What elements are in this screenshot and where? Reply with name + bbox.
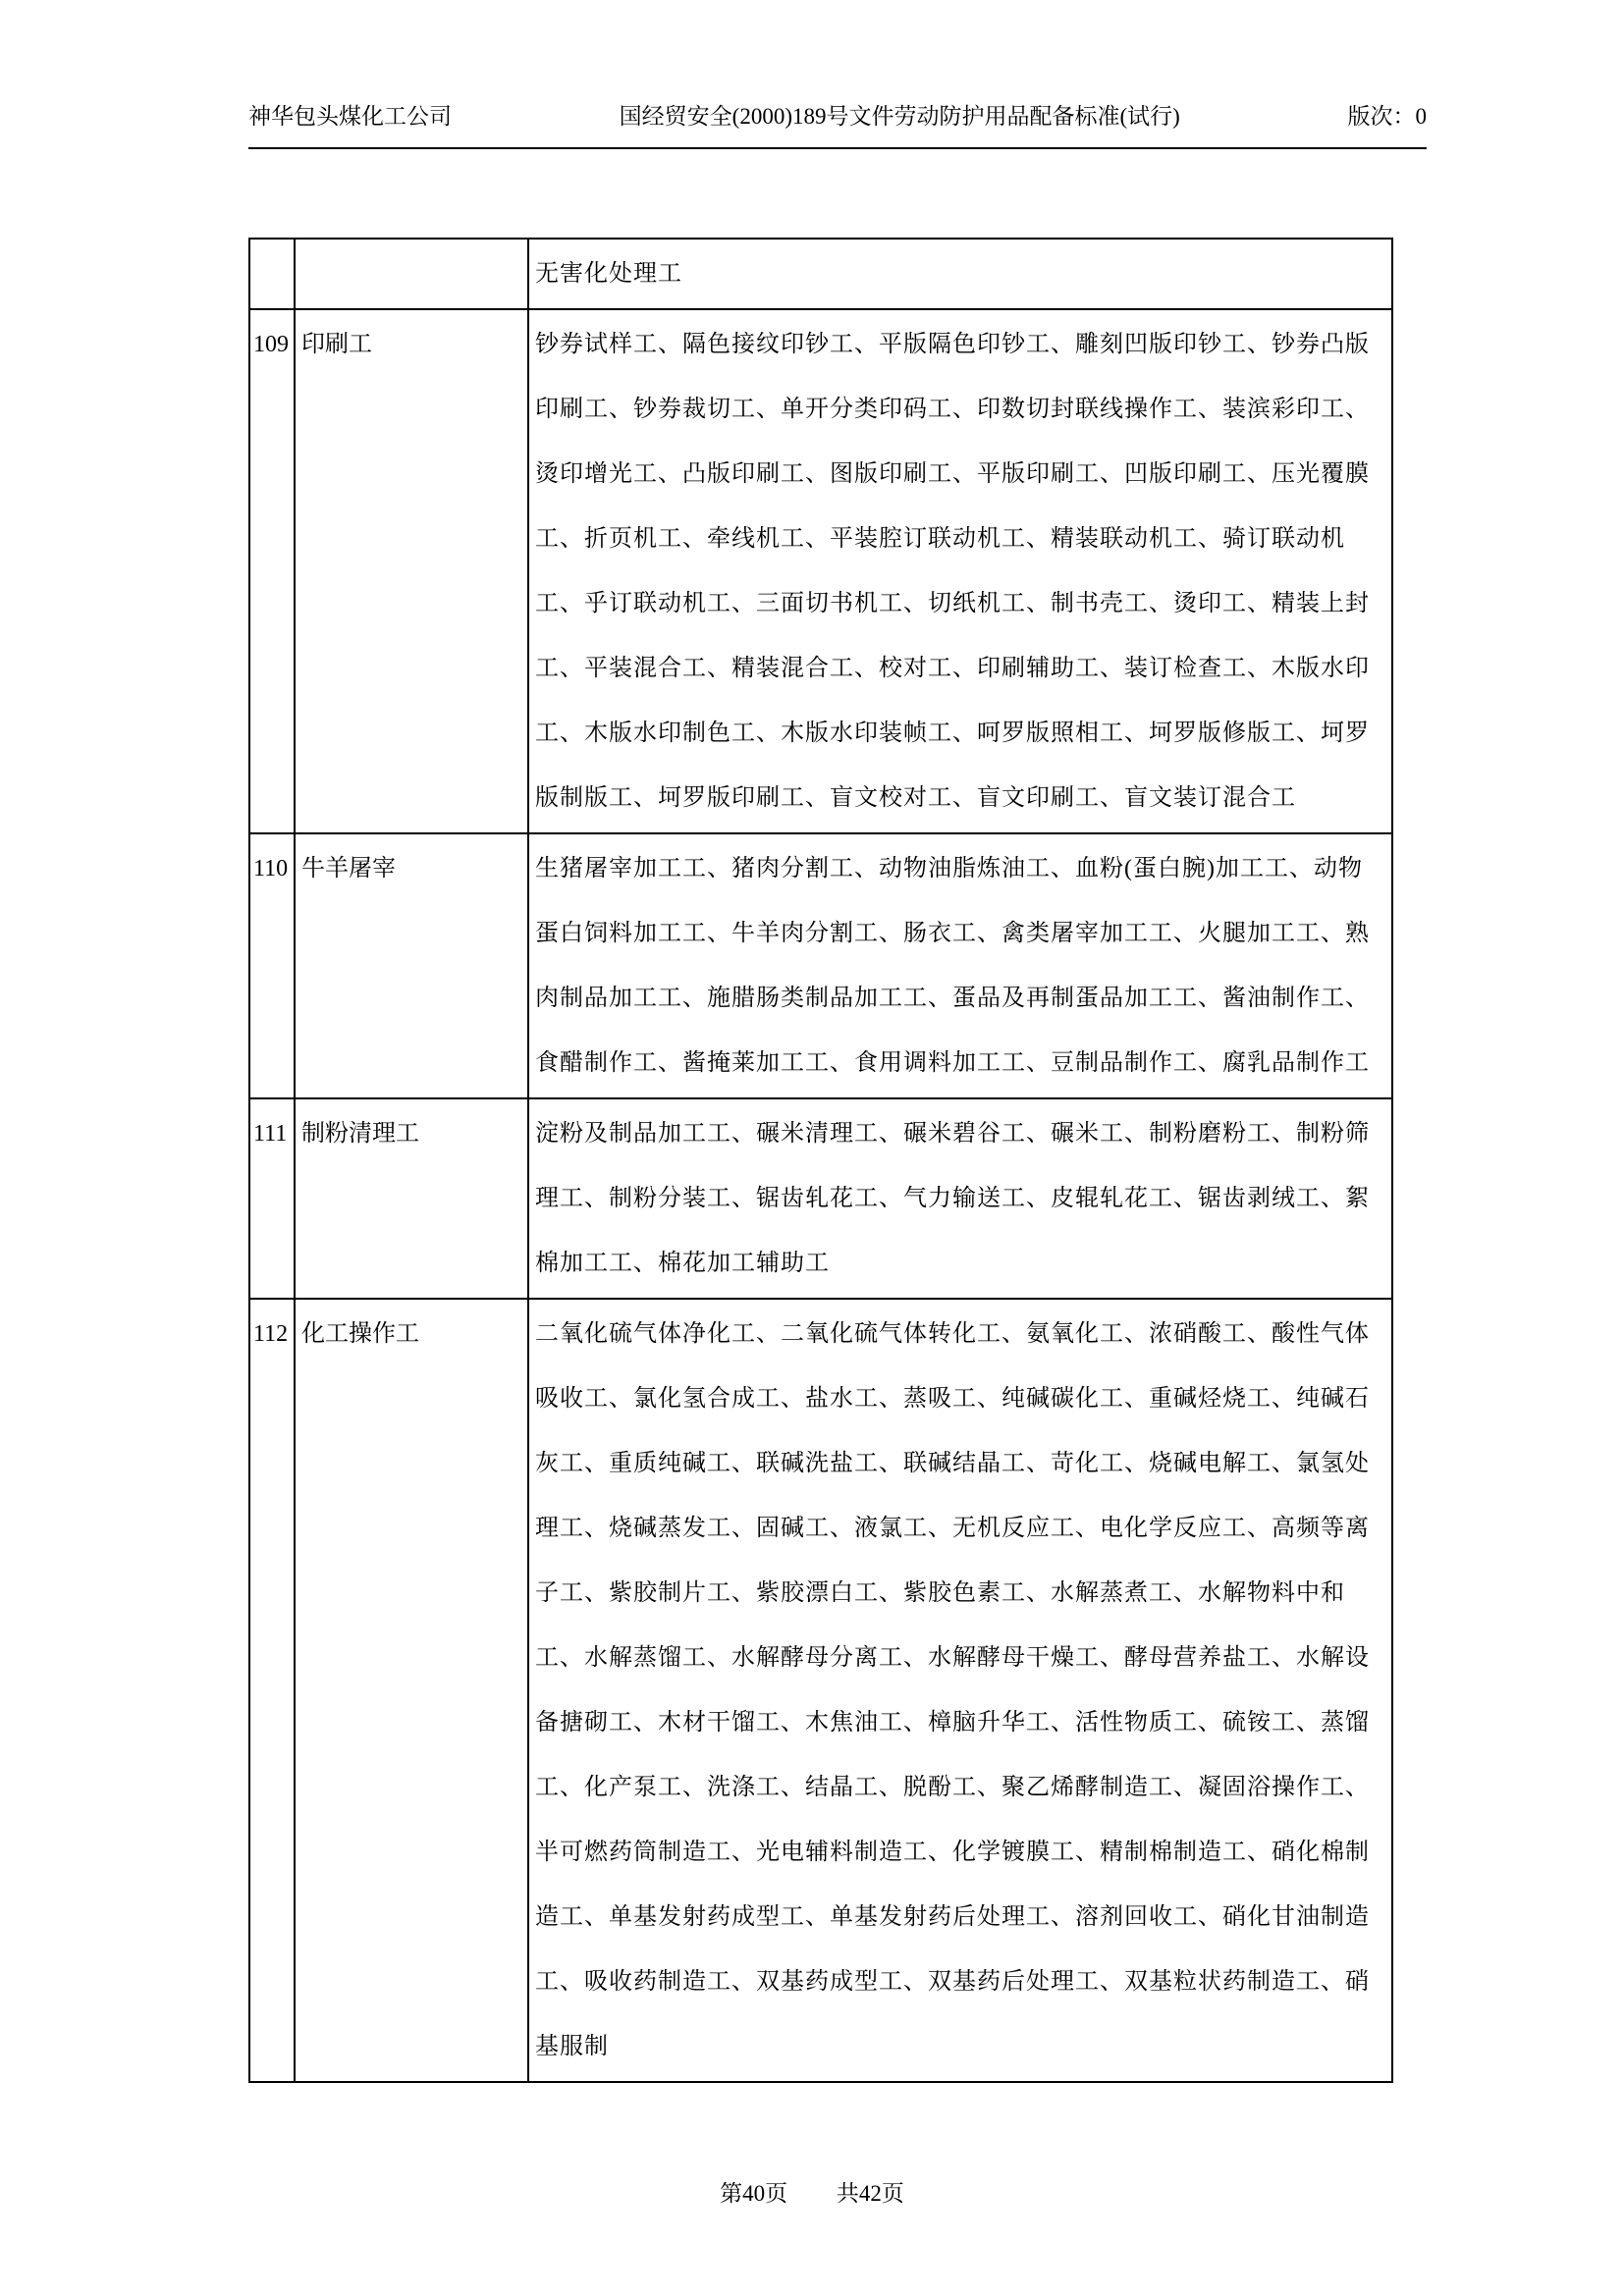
row-number-cell: 111 [250,1099,296,1298]
content-cell: 无害化处理工 [535,261,682,287]
row-number-cell: 109 [250,310,296,832]
category-cell: 牛羊屠宰 [296,834,529,1097]
row-number-cell: 112 [250,1300,296,2081]
content-cell: 生猪屠宰加工工、猪肉分割工、动物油脂炼油工、血粉(蛋白腕)加工工、动物蛋白饲料加工工、牛羊肉分割工、肠衣工、禽类屠宰加工工、火腿加工工、熟肉制品加工工、施腊肠类制品加工工、蛋品及再制蛋品加工工、酱油制作工、食醋制作工、酱掩莱加工工、食用调料加工工、豆制品制作工、腐乳品制作工 [535,856,1370,1076]
table-row [250,832,1391,1097]
page-footer [0,2175,1624,2208]
table-row [250,1097,1391,1298]
occupations-table [248,238,1393,2083]
header-divider [248,147,1427,149]
category-cell [296,240,529,308]
content-cell: 二氧化硫气体净化工、二氧化硫气体转化工、氨氧化工、浓硝酸工、酸性气体吸收工、氯化氢合成工、盐水工、蒸吸工、纯碱碳化工、重碱烃烧工、纯碱石灰工、重质纯碱工、联碱洗盐工、联碱结晶工、苛化工、烧碱电解工、氯氢处理工、烧碱蒸发工、固碱工、液氯工、无机反应工、电化学反应工、高频等离子工、紫胶制片工、紫胶漂白工、紫胶色素工、水解蒸煮工、水解物料中和工、水解蒸馏工、水解酵母分离工、水解酵母干燥工、酵母营养盐工、水解设备搪砌工、木材干馏工、木焦油工、樟脑升华工、活性物质工、硫铵工、蒸馏工、化产泵工、洗涤工、结晶工、脱酚工、聚乙烯酵制造工、凝固浴操作工、半可燃药筒制造工、光电辅料制造工、化学镀膜工、精制棉制造工、硝化棉制造工、单基发射药成型工、单基发射药后处理工、溶剂回收工、硝化甘油制造工、吸收药制造工、双基药成型工、双基药后处理工、双基粒状药制造工、硝基服制 [535,1321,1370,2059]
page-header [248,102,1427,132]
table-row [250,1298,1391,2081]
category-cell: 印刷工 [296,310,529,832]
total-pages: 共42页 [836,2181,904,2206]
content-cell: 淀粉及制品加工工、碾米清理工、碾米碧谷工、碾米工、制粉磨粉工、制粉筛理工、制粉分装工、锯齿轧花工、气力输送工、皮辊轧花工、锯齿剥绒工、絮棉加工工、棉花加工辅助工 [535,1121,1370,1276]
category-cell: 化工操作工 [296,1300,529,2081]
category-cell: 制粉清理工 [296,1099,529,1298]
company-name: 神华包头煤化工公司 [248,104,452,129]
row-number-cell: 110 [250,834,296,1097]
table-row [250,240,1391,308]
document-title: 国经贸安全(2000)189号文件劳动防护用品配备标准(试行) [619,104,1180,129]
row-number-cell [250,240,296,308]
version-label: 版次：0 [1347,104,1427,129]
page-number: 第40页 [720,2181,788,2206]
content-cell: 钞券试样工、隔色接纹印钞工、平版隔色印钞工、雕刻凹版印钞工、钞券凸版印刷工、钞券裁切工、单开分类印码工、印数切封联线操作工、装滨彩印工、烫印增光工、凸版印刷工、图版印刷工、平版印刷工、凹版印刷工、压光覆膜工、折页机工、牵线机工、平装腔订联动机工、精装联动机工、骑订联动机工、乎订联动机工、三面切书机工、切纸机工、制书壳工、烫印工、精装上封工、平装混合工、精装混合工、校对工、印刷辅助工、装订检查工、木版水印工、木版水印制色工、木版水印装帧工、呵罗版照相工、坷罗版修版工、坷罗版制版工、坷罗版印刷工、盲文校对工、盲文印刷工、盲文装订混合工 [535,332,1370,811]
table-row [250,308,1391,832]
